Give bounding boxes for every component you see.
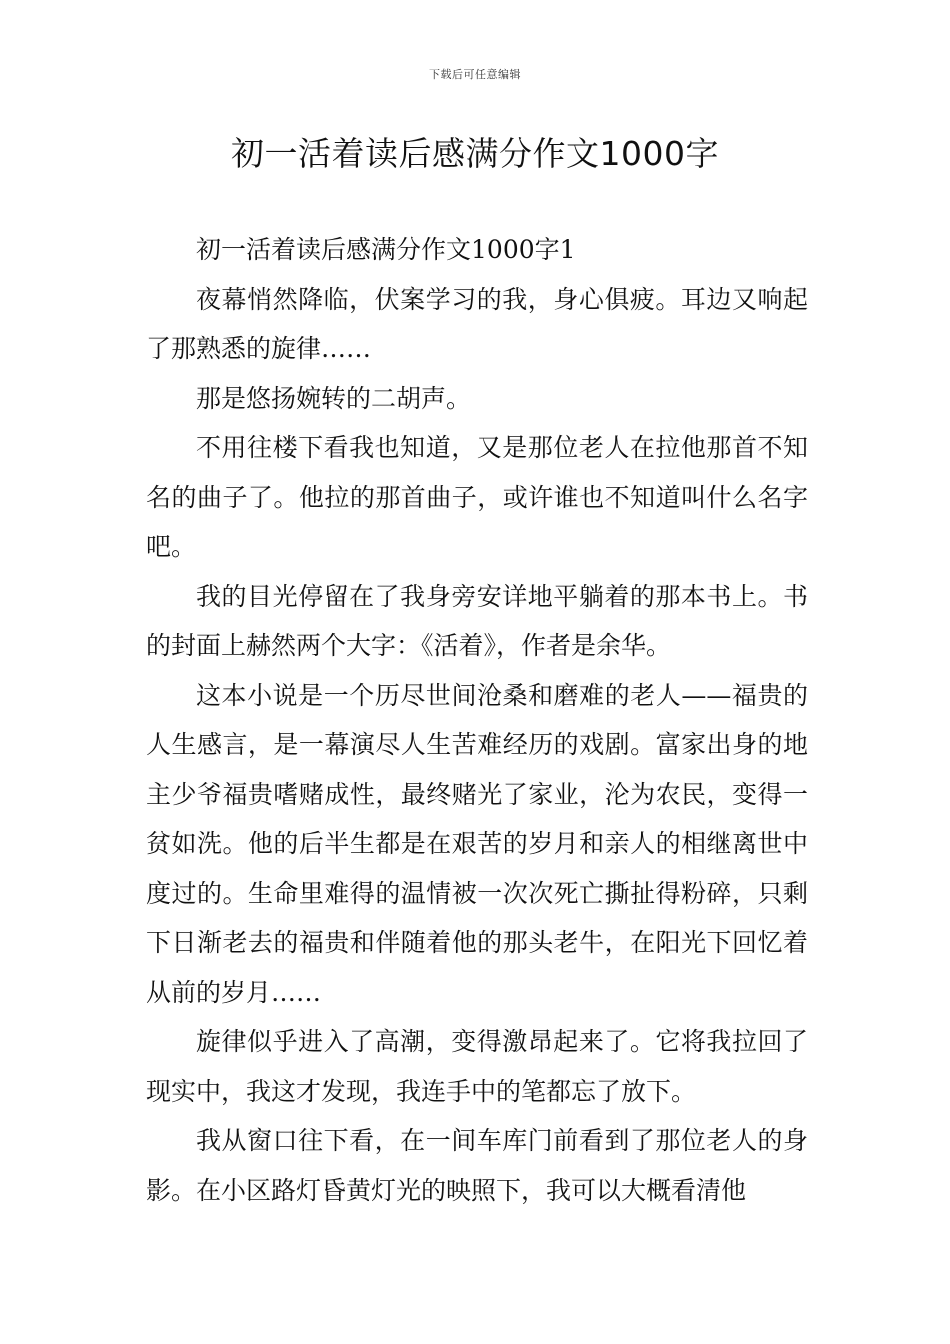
subtitle-paragraph: 初一活着读后感满分作文1000字1: [196, 235, 576, 264]
paragraph: 那是悠扬婉转的二胡声。: [196, 383, 472, 413]
paragraph: 我的目光停留在了我身旁安详地平躺着的那本书上。书的封面上赫然两个大字：《活着》，作者是余华。: [146, 581, 808, 660]
document-body: [146, 225, 808, 1215]
page-header-note: 下载后可任意编辑: [429, 68, 521, 81]
paragraph: 夜幕悄然降临，伏案学习的我，身心俱疲。耳边又响起了那熟悉的旋律……: [146, 284, 808, 363]
paragraph: 旋律似乎进入了高潮，变得激昂起来了。它将我拉回了现实中，我这才发现，我连手中的笔都忘了放下。: [146, 1027, 808, 1106]
paragraph: 我从窗口往下看，在一间车库门前看到了那位老人的身影。在小区路灯昏黄灯光的映照下，我可以大概看清他: [146, 1126, 808, 1205]
document-title: 初一活着读后感满分作文1000字: [231, 134, 719, 173]
paragraph: 这本小说是一个历尽世间沧桑和磨难的老人——福贵的人生感言，是一幕演尽人生苦难经历的戏剧。富家出身的地主少爷福贵嗜赌成性，最终赌光了家业，沦为农民，变得一贫如洗。他的后半生都是在艰苦的岁月和亲人的相继离世中度过的。生命里难得的温情被一次次死亡撕扯得粉碎，只剩下日渐老去的福贵和伴随着他的那头老牛，在阳光下回忆着从前的岁月……: [146, 680, 808, 1007]
paragraph: 不用往楼下看我也知道，又是那位老人在拉他那首不知名的曲子了。他拉的那首曲子，或许谁也不知道叫什么名字吧。: [146, 433, 808, 561]
